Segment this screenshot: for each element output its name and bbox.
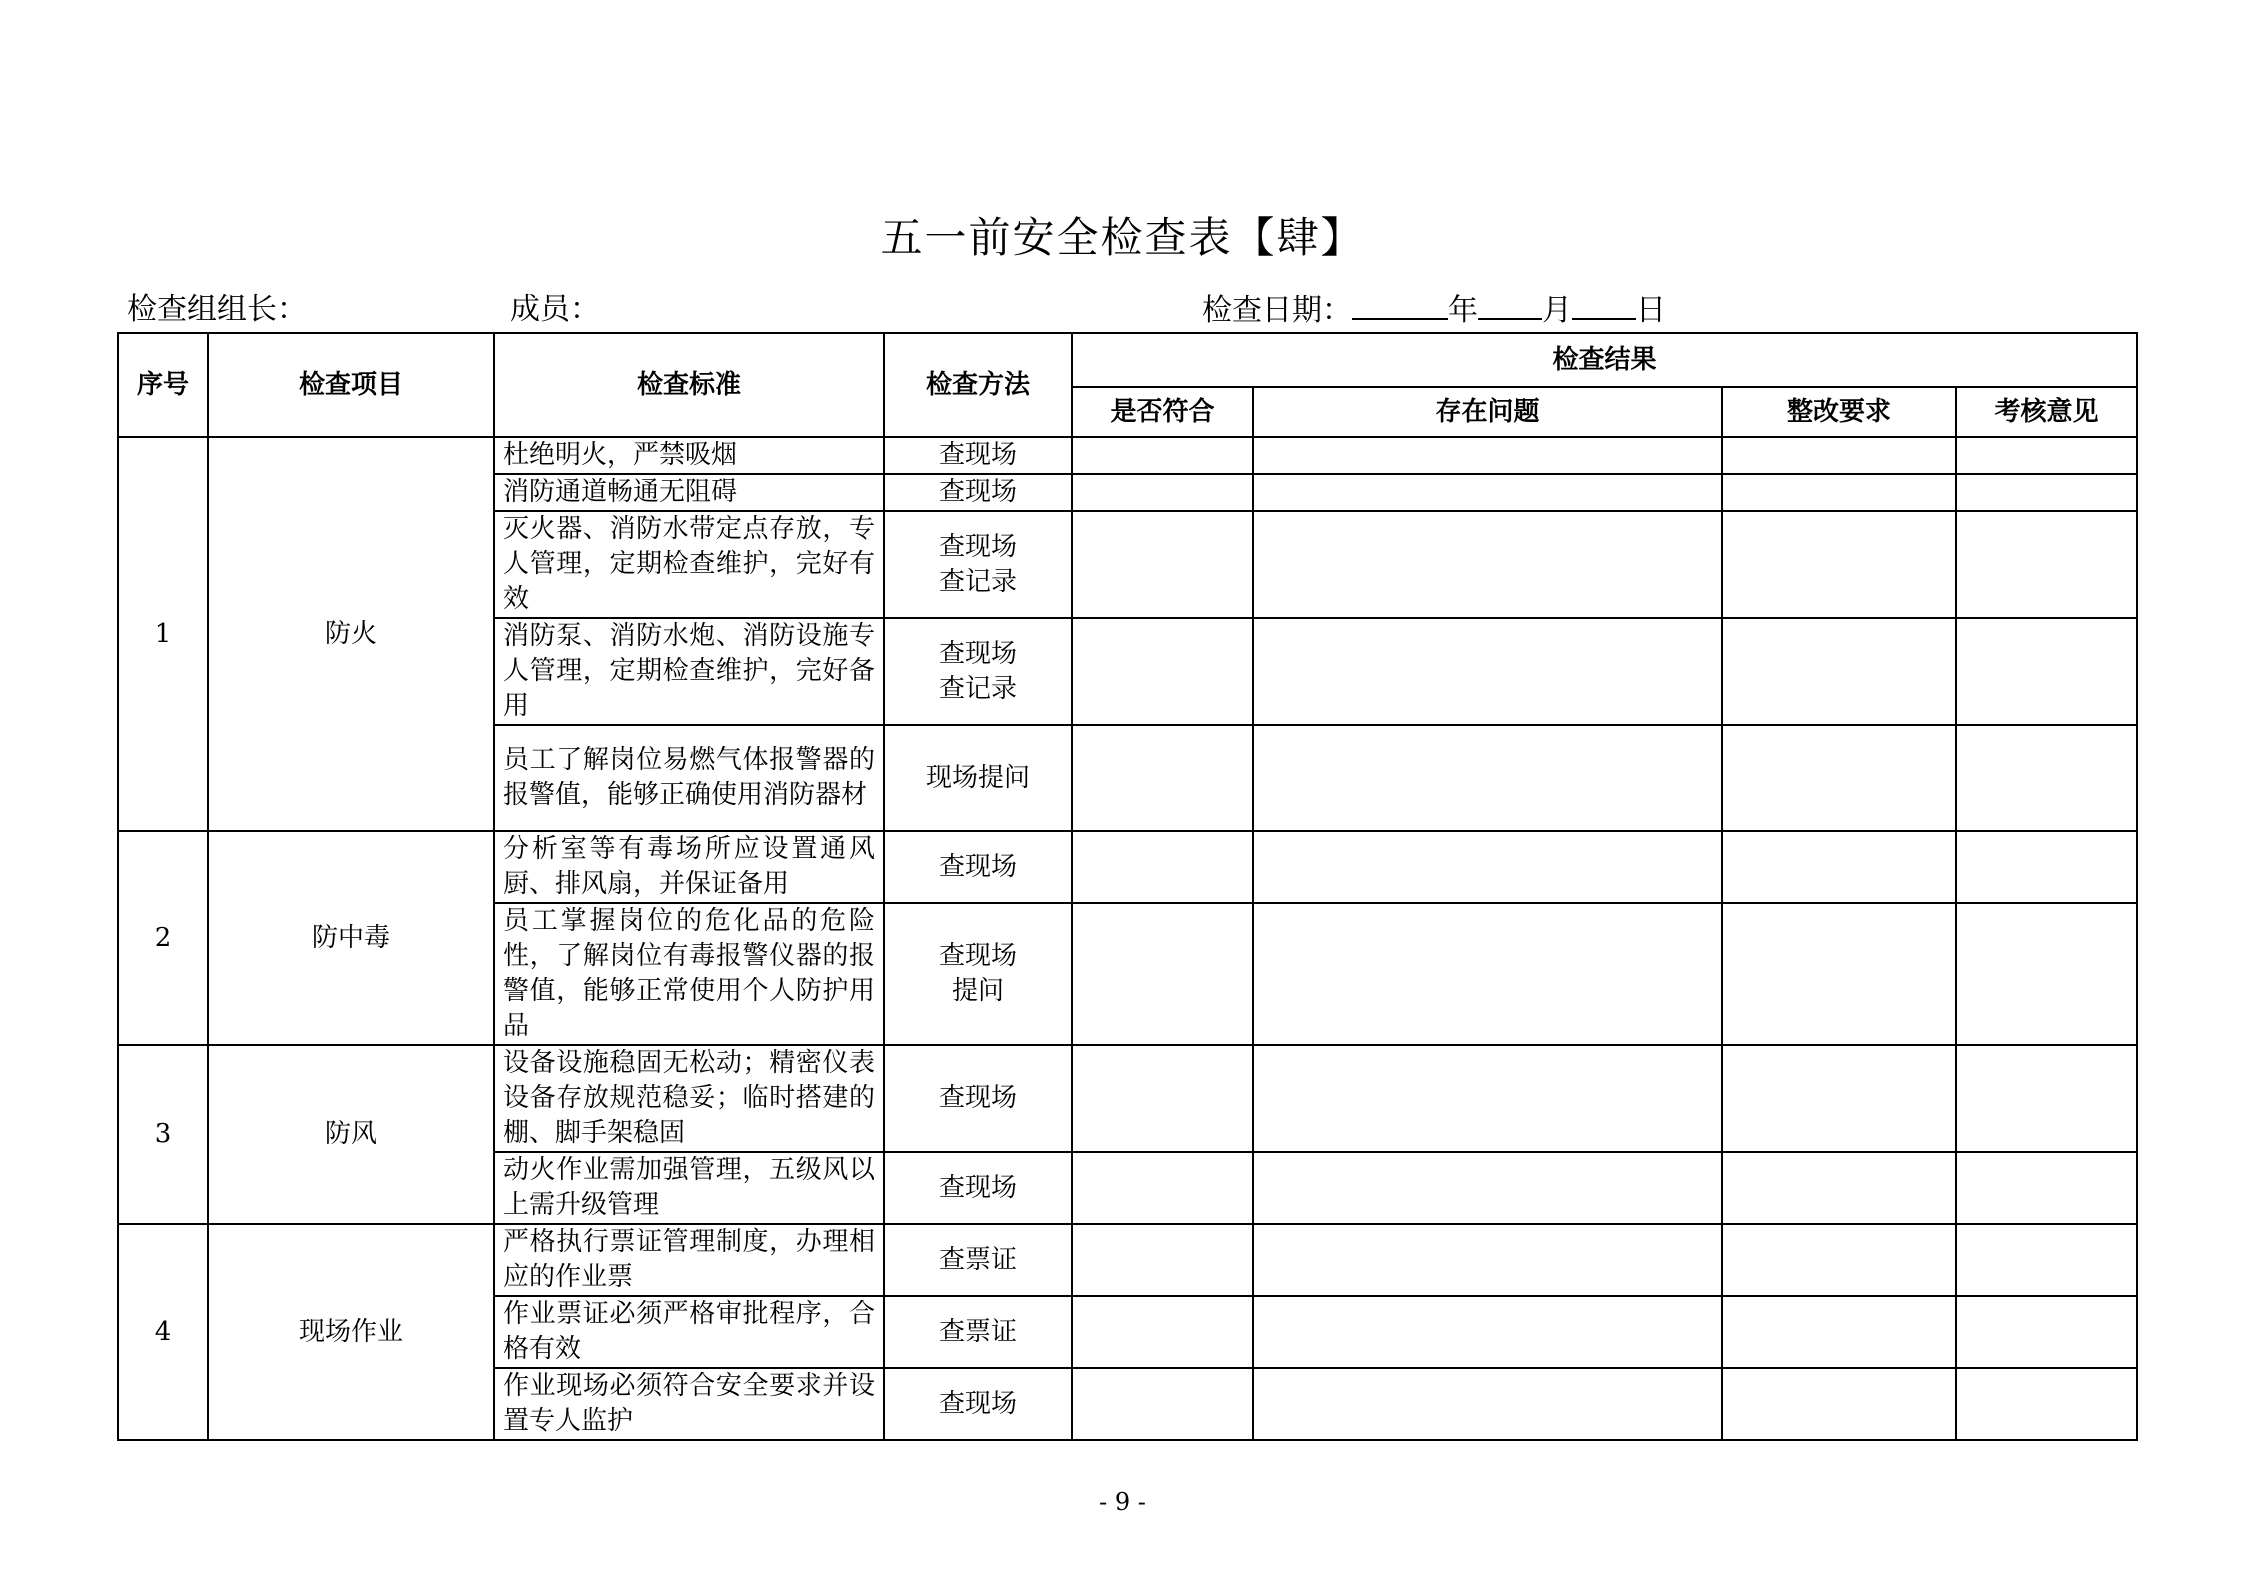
row-number: 1	[118, 437, 208, 831]
result-rectify-cell[interactable]	[1722, 1368, 1956, 1440]
check-method	[884, 1045, 1072, 1152]
check-method	[884, 1368, 1072, 1440]
header-conform: 是否符合	[1072, 387, 1253, 437]
check-item: 防风	[208, 1045, 494, 1224]
method-line: 查记录	[938, 566, 1017, 597]
check-method	[884, 1152, 1072, 1224]
result-conform-cell[interactable]	[1072, 831, 1253, 903]
check-method	[884, 437, 1072, 474]
result-problem-cell[interactable]	[1253, 474, 1722, 511]
inspection-table	[117, 332, 2138, 1441]
result-conform-cell[interactable]	[1072, 437, 1253, 474]
date-label: 检查日期：	[1202, 293, 1352, 328]
result-problem-cell[interactable]	[1253, 1152, 1722, 1224]
result-rectify-cell[interactable]	[1722, 1045, 1956, 1152]
check-method	[884, 1224, 1072, 1296]
check-standard: 设备设施稳固无松动；精密仪表设备存放规范稳妥；临时搭建的棚、脚手架稳固	[494, 1045, 884, 1152]
table-row	[118, 437, 2137, 474]
check-item: 现场作业	[208, 1224, 494, 1440]
check-standard: 分析室等有毒场所应设置通风厨、排风扇，并保证备用	[494, 831, 884, 903]
result-opinion-cell[interactable]	[1956, 1296, 2137, 1368]
table-body	[118, 437, 2137, 1440]
header-no: 序号	[118, 333, 208, 437]
check-standard: 作业票证必须严格审批程序，合格有效	[494, 1296, 884, 1368]
result-conform-cell[interactable]	[1072, 1045, 1253, 1152]
check-standard: 动火作业需加强管理，五级风以上需升级管理	[494, 1152, 884, 1224]
header-item: 检查项目	[208, 333, 494, 437]
result-conform-cell[interactable]	[1072, 1296, 1253, 1368]
table-row	[118, 1045, 2137, 1152]
result-rectify-cell[interactable]	[1722, 1296, 1956, 1368]
result-conform-cell[interactable]	[1072, 1368, 1253, 1440]
result-opinion-cell[interactable]	[1956, 618, 2137, 725]
result-opinion-cell[interactable]	[1956, 1152, 2137, 1224]
check-method	[884, 474, 1072, 511]
result-problem-cell[interactable]	[1253, 1045, 1722, 1152]
check-standard: 严格执行票证管理制度，办理相应的作业票	[494, 1224, 884, 1296]
month-blank	[1478, 290, 1542, 320]
method-line: 查现场	[938, 1388, 1017, 1419]
method-line: 查记录	[938, 673, 1017, 704]
result-rectify-cell[interactable]	[1722, 903, 1956, 1045]
result-problem-cell[interactable]	[1253, 1224, 1722, 1296]
day-label: 日	[1636, 293, 1666, 328]
method-line: 查现场	[938, 531, 1017, 562]
method-line: 查票证	[938, 1316, 1017, 1347]
result-problem-cell[interactable]	[1253, 511, 1722, 618]
result-rectify-cell[interactable]	[1722, 831, 1956, 903]
result-conform-cell[interactable]	[1072, 725, 1253, 831]
check-method	[884, 618, 1072, 725]
result-problem-cell[interactable]	[1253, 903, 1722, 1045]
result-problem-cell[interactable]	[1253, 1296, 1722, 1368]
row-number: 4	[118, 1224, 208, 1440]
result-problem-cell[interactable]	[1253, 437, 1722, 474]
result-conform-cell[interactable]	[1072, 474, 1253, 511]
page-number: - 9 -	[1099, 1488, 1146, 1516]
month-label: 月	[1542, 293, 1572, 328]
check-standard: 消防泵、消防水炮、消防设施专人管理，定期检查维护，完好备用	[494, 618, 884, 725]
result-opinion-cell[interactable]	[1956, 903, 2137, 1045]
method-line: 查现场	[938, 440, 1017, 470]
day-blank	[1572, 290, 1636, 320]
header-result: 检查结果	[1072, 333, 2137, 387]
header-method: 检查方法	[884, 333, 1072, 437]
result-problem-cell[interactable]	[1253, 618, 1722, 725]
table-row	[118, 1224, 2137, 1296]
check-standard: 作业现场必须符合安全要求并设置专人监护	[494, 1368, 884, 1440]
method-line: 提问	[951, 976, 1004, 1006]
result-rectify-cell[interactable]	[1722, 1224, 1956, 1296]
row-number: 3	[118, 1045, 208, 1224]
result-opinion-cell[interactable]	[1956, 1224, 2137, 1296]
result-problem-cell[interactable]	[1253, 725, 1722, 831]
result-conform-cell[interactable]	[1072, 511, 1253, 618]
result-conform-cell[interactable]	[1072, 1224, 1253, 1296]
members-label: 成员：	[510, 292, 600, 327]
result-opinion-cell[interactable]	[1956, 474, 2137, 511]
method-line: 查现场	[938, 477, 1017, 507]
check-method	[884, 831, 1072, 903]
check-method	[884, 725, 1072, 831]
check-standard: 消防通道畅通无阻碍	[494, 474, 884, 511]
result-conform-cell[interactable]	[1072, 1152, 1253, 1224]
result-conform-cell[interactable]	[1072, 903, 1253, 1045]
method-line: 查现场	[938, 851, 1017, 882]
result-opinion-cell[interactable]	[1956, 437, 2137, 474]
check-standard: 灭火器、消防水带定点存放，专人管理，定期检查维护，完好有效	[494, 511, 884, 618]
header-rectify: 整改要求	[1722, 387, 1956, 437]
result-rectify-cell[interactable]	[1722, 437, 1956, 474]
check-method	[884, 511, 1072, 618]
result-opinion-cell[interactable]	[1956, 1045, 2137, 1152]
method-line: 查票证	[938, 1244, 1017, 1275]
table-row	[118, 831, 2137, 903]
result-opinion-cell[interactable]	[1956, 1368, 2137, 1440]
check-standard: 员工了解岗位易燃气体报警器的报警值，能够正确使用消防器材	[494, 725, 884, 831]
result-rectify-cell[interactable]	[1722, 618, 1956, 725]
method-line: 查现场	[938, 638, 1017, 669]
method-line: 查现场	[938, 1172, 1017, 1203]
result-opinion-cell[interactable]	[1956, 831, 2137, 903]
date-field	[1202, 290, 1666, 331]
result-opinion-cell[interactable]	[1956, 511, 2137, 618]
result-opinion-cell[interactable]	[1956, 725, 2137, 831]
method-line: 查现场	[938, 941, 1017, 971]
header-problem: 存在问题	[1253, 387, 1722, 437]
method-line: 查现场	[938, 1083, 1017, 1113]
check-method	[884, 1296, 1072, 1368]
check-item: 防火	[208, 437, 494, 831]
check-method	[884, 903, 1072, 1045]
leader-label: 检查组组长：	[127, 292, 307, 327]
header-opinion: 考核意见	[1956, 387, 2137, 437]
page-title: 五一前安全检查表【肆】	[880, 213, 1365, 262]
year-blank	[1352, 290, 1448, 320]
result-rectify-cell[interactable]	[1722, 511, 1956, 618]
result-problem-cell[interactable]	[1253, 831, 1722, 903]
result-problem-cell[interactable]	[1253, 1368, 1722, 1440]
check-standard: 杜绝明火，严禁吸烟	[494, 437, 884, 474]
result-rectify-cell[interactable]	[1722, 725, 1956, 831]
result-rectify-cell[interactable]	[1722, 1152, 1956, 1224]
check-item: 防中毒	[208, 831, 494, 1045]
year-label: 年	[1448, 293, 1478, 328]
result-conform-cell[interactable]	[1072, 618, 1253, 725]
method-line: 现场提问	[925, 762, 1030, 793]
result-rectify-cell[interactable]	[1722, 474, 1956, 511]
row-number: 2	[118, 831, 208, 1045]
check-standard: 员工掌握岗位的危化品的危险性，了解岗位有毒报警仪器的报警值，能够正常使用个人防护用品	[494, 903, 884, 1045]
header-standard: 检查标准	[494, 333, 884, 437]
